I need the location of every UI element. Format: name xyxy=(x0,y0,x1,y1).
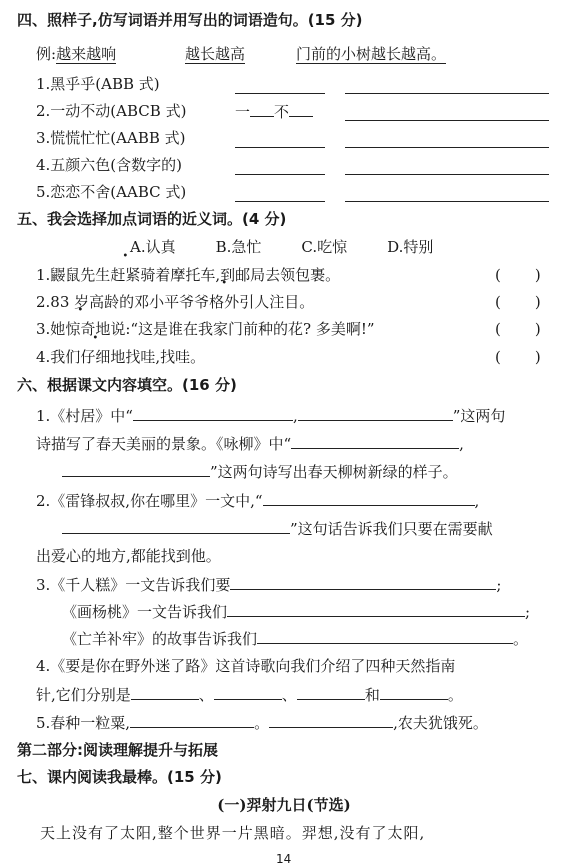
s4-item-2: 2.一动不动(ABCB 式) xyxy=(36,102,187,120)
q2-answer-box[interactable]: ( ) xyxy=(495,293,541,311)
q2-comma: , xyxy=(474,492,480,510)
q2-dotted-word: 格外 xyxy=(209,293,240,311)
s4-item-2-mid: 不 xyxy=(274,103,290,121)
page-number: 14 xyxy=(276,852,292,866)
s4-item-2-pre: 一 xyxy=(235,103,251,121)
section-5-heading: 五、我会选择加点词语的近义词。(4 分) xyxy=(17,210,287,228)
q5-blank-1[interactable] xyxy=(130,711,254,728)
q4-blank-3[interactable] xyxy=(297,683,365,700)
q2-text-b: 引人注目。 xyxy=(239,293,315,311)
q1-prefix: 1.《村居》中“ xyxy=(36,407,133,425)
q3-blank-1[interactable] xyxy=(230,573,496,590)
q4-text-b: 地找哇,找哇。 xyxy=(110,348,206,366)
q3-prefix: 3.《千人糕》一文告诉我们要 xyxy=(36,576,231,594)
q1-suffix: ”这两句 xyxy=(452,407,506,425)
s6-q1-line3 xyxy=(62,460,458,483)
q5-blank-2[interactable] xyxy=(269,711,393,728)
q3-answer-box[interactable]: ( ) xyxy=(495,320,541,338)
s4-item-4-sentence-blank[interactable] xyxy=(345,173,549,175)
s4-item-2-blank-b[interactable] xyxy=(289,100,313,117)
s6-q1-line1 xyxy=(36,404,505,427)
s6-q5 xyxy=(36,711,488,734)
s4-item-5: 5.恋恋不舍(AABC 式) xyxy=(36,183,187,201)
q1-answer-box[interactable]: ( ) xyxy=(495,266,541,284)
section-7-heading: 七、课内阅读我最棒。(15 分) xyxy=(17,768,222,786)
example-row xyxy=(36,43,116,65)
q1-blank-4[interactable] xyxy=(62,460,210,477)
q1-comma: , xyxy=(292,407,298,425)
s4-item-4-word-blank[interactable] xyxy=(235,173,325,175)
q4-sep-2: 、 xyxy=(281,686,297,704)
s5-question-1 xyxy=(36,264,340,286)
s4-item-5-sentence-blank[interactable] xyxy=(345,200,549,202)
s6-q2-line2 xyxy=(62,517,493,540)
s6-q4-line2 xyxy=(36,683,463,706)
s5-options xyxy=(130,236,473,258)
s4-item-3-word-blank[interactable] xyxy=(235,146,325,148)
s4-item-4: 4.五颜六色(含数字的) xyxy=(36,156,183,174)
s4-item-1-sentence-blank[interactable] xyxy=(345,92,549,94)
q1-text-b: 骑着摩托车,到邮局去领包裹。 xyxy=(140,266,341,284)
option-b: B.急忙 xyxy=(215,238,262,256)
section-6-heading: 六、根据课文内容填空。(16 分) xyxy=(17,376,237,394)
q4-answer-box[interactable]: ( ) xyxy=(495,348,541,366)
q4-dotted-word: 仔细 xyxy=(80,348,111,366)
s6-q4-line1: 4.《要是你在野外迷了路》这首诗歌向我们介绍了四种天然指南 xyxy=(36,657,456,675)
section-4-heading: 四、照样子,仿写词语并用写出的词语造句。(15 分) xyxy=(17,11,363,29)
q3-period: 。 xyxy=(513,630,529,648)
q3-line3-text: 《亡羊补牢》的故事告诉我们 xyxy=(62,630,258,648)
example-word-1: 越来越响 xyxy=(56,45,117,63)
q1-line3-text: ”这两句诗写出春天柳树新绿的样子。 xyxy=(210,463,458,481)
q2-line2-text: ”这句话告诉我们只要在需要献 xyxy=(290,520,493,538)
q4-text-a: 4.我们 xyxy=(36,348,81,366)
q4-blank-2[interactable] xyxy=(214,683,282,700)
option-d: D.特别 xyxy=(387,238,434,256)
q1-line2-comma: , xyxy=(459,435,464,453)
example-word-2: 越长越高 xyxy=(185,45,246,63)
s6-q2-line3: 出爱心的地方,都能找到他。 xyxy=(36,547,221,565)
q2-blank-2[interactable] xyxy=(62,517,290,534)
q1-blank-3[interactable] xyxy=(291,432,459,449)
q3-dotted-word: 惊奇 xyxy=(65,320,96,338)
s5-question-4 xyxy=(36,346,205,368)
s6-q2-line1 xyxy=(36,489,479,512)
q4-sep-1: 、 xyxy=(198,686,214,704)
q3-semicolon-1: ; xyxy=(496,576,502,594)
q2-blank-1[interactable] xyxy=(263,489,475,506)
s6-q1-line2 xyxy=(36,432,464,455)
s6-q3-line1 xyxy=(36,573,501,596)
q1-blank-2[interactable] xyxy=(298,404,453,421)
passage-line-1: 天上没有了太阳,整个世界一片黑暗。羿想,没有了太阳, xyxy=(40,824,426,842)
q2-prefix: 2.《雷锋叔叔,你在哪里》一文中,“ xyxy=(36,492,263,510)
q4-period: 。 xyxy=(447,686,463,704)
q3-line2-text: 《画杨桃》一文告诉我们 xyxy=(62,603,228,621)
q3-text-b: 地说:“这是谁在我家门前种的花? 多美啊!” xyxy=(95,320,375,338)
option-c: C.吃惊 xyxy=(301,238,348,256)
q3-semicolon-2: ; xyxy=(525,603,531,621)
q4-and: 和 xyxy=(364,686,380,704)
example-sentence: 门前的小树越长越高。 xyxy=(296,45,447,63)
option-a: A.认真 xyxy=(130,238,176,256)
q5-suffix: ,农夫犹饿死。 xyxy=(393,714,488,732)
s5-question-3 xyxy=(36,318,375,340)
s4-item-1-word-blank[interactable] xyxy=(235,92,325,94)
part-2-heading: 第二部分:阅读理解提升与拓展 xyxy=(17,741,218,759)
s4-item-2-sentence-blank[interactable] xyxy=(345,119,549,121)
s6-q3-line2 xyxy=(62,600,530,623)
s4-item-1: 1.黑乎乎(ABB 式) xyxy=(36,75,160,93)
q5-prefix: 5.春种一粒粟, xyxy=(36,714,131,732)
s4-item-3-sentence-blank[interactable] xyxy=(345,146,549,148)
example-label: 例: xyxy=(36,45,57,63)
s6-q3-line3 xyxy=(62,627,528,650)
q4-blank-1[interactable] xyxy=(131,683,199,700)
s4-item-5-word-blank[interactable] xyxy=(235,200,325,202)
q5-mid: 。 xyxy=(254,714,270,732)
s4-item-2-blank-a[interactable] xyxy=(250,100,274,117)
q4-blank-4[interactable] xyxy=(380,683,448,700)
q2-text-a: 2.83 岁高龄的邓小平爷爷 xyxy=(36,293,210,311)
q3-text-a: 3.她 xyxy=(36,320,66,338)
q1-blank-1[interactable] xyxy=(133,404,293,421)
s4-item-2-pattern xyxy=(235,100,313,123)
q1-text-a: 1.鼹鼠先生 xyxy=(36,266,111,284)
q1-line2-text: 诗描写了春天美丽的景象。《咏柳》中“ xyxy=(36,435,292,453)
q1-dotted-word: 赶紧 xyxy=(110,266,141,284)
s4-item-3: 3.慌慌忙忙(AABB 式) xyxy=(36,129,186,147)
q4-prefix: 针,它们分别是 xyxy=(36,686,131,704)
q3-blank-2[interactable] xyxy=(227,600,525,617)
q3-blank-3[interactable] xyxy=(257,627,513,644)
passage-title: (一)羿射九日(节选) xyxy=(217,796,351,814)
